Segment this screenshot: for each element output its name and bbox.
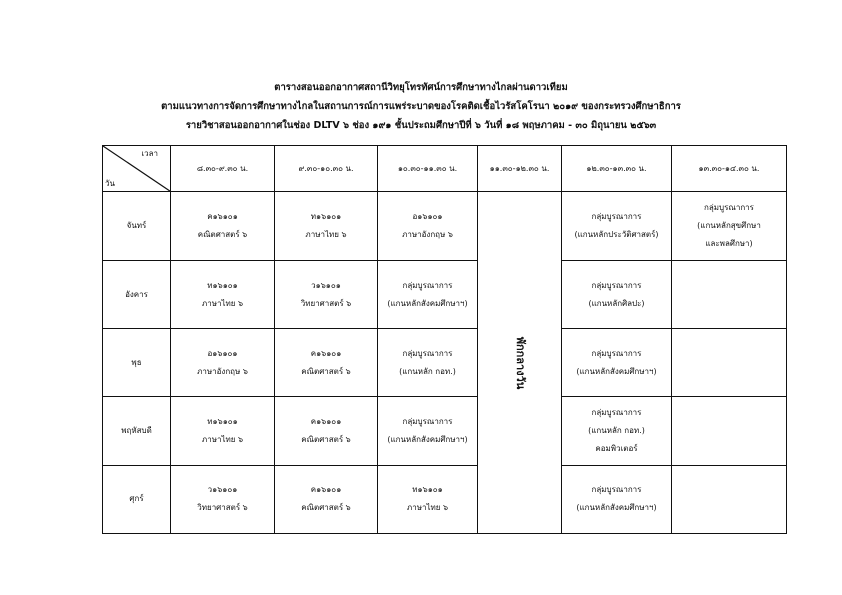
class-cell-line: (แกนหลักสุขศึกษา xyxy=(697,221,761,231)
day-cell: จันทร์ xyxy=(103,192,171,261)
class-cell xyxy=(275,396,378,465)
class-cell-line: และพลศึกษา) xyxy=(705,239,753,249)
day-row xyxy=(103,396,787,465)
class-cell-line: (แกนหลักสังคมศึกษาฯ) xyxy=(387,434,468,444)
class-cell-line: ภาษาไทย ๖ xyxy=(201,298,244,308)
class-cell xyxy=(378,465,478,533)
day-row xyxy=(103,192,787,261)
class-cell-line: ภาษาไทย ๖ xyxy=(201,434,244,444)
class-cell xyxy=(562,465,672,533)
class-cell-line: ว๑๖๑๐๑ xyxy=(311,280,341,290)
column-header: ๑๒.๓๐-๑๓.๓๐ น. xyxy=(562,146,672,192)
class-cell-line: อ๑๖๑๐๑ xyxy=(412,212,443,222)
class-cell-line: ท๑๖๑๐๑ xyxy=(412,485,443,495)
class-cell-line: คณิตศาสตร์ ๖ xyxy=(197,230,248,240)
column-header: ๑๓.๓๐-๑๔.๓๐ น. xyxy=(672,146,787,192)
class-cell xyxy=(562,329,672,396)
corner-time-label: เวลา xyxy=(141,149,158,158)
class-cell xyxy=(171,465,275,533)
day-cell: อังคาร xyxy=(103,261,171,329)
class-cell-line: กลุ่มบูรณาการ xyxy=(704,203,754,213)
class-cell-line: ท๑๖๑๐๑ xyxy=(310,212,342,222)
heading-line-3: รายวิชาสอนออกอากาศในช่อง DLTV ๖ ช่อง ๑๙๑ ชั้นประถมศึกษาปีที่ ๖ วันที่ ๑๘ พฤษภาคม - ๓๐ มิถุนายน ๒๕๖๓ xyxy=(185,120,657,131)
class-cell xyxy=(672,261,787,329)
class-cell xyxy=(672,465,787,533)
class-cell-line: คอมพิวเตอร์ xyxy=(595,443,638,453)
day-cell: พุธ xyxy=(103,329,171,396)
class-cell-line: กลุ่มบูรณาการ xyxy=(591,212,642,222)
class-cell xyxy=(672,192,787,261)
class-cell-line: ภาษาอังกฤษ ๖ xyxy=(197,366,248,376)
day-row xyxy=(103,465,787,533)
column-header: ๘.๓๐-๙.๓๐ น. xyxy=(171,146,275,192)
class-cell xyxy=(672,396,787,465)
header-row xyxy=(103,146,787,192)
day-cell: พฤหัสบดี xyxy=(103,396,171,465)
class-cell xyxy=(171,329,275,396)
class-cell xyxy=(378,192,478,261)
class-cell xyxy=(562,396,672,465)
class-cell xyxy=(378,329,478,396)
class-cell-line: กลุ่มบูรณาการ xyxy=(402,416,453,426)
class-cell-line: กลุ่มบูรณาการ xyxy=(591,407,642,417)
class-cell xyxy=(275,329,378,396)
class-cell-line: (แกนหลักสังคมศึกษาฯ) xyxy=(576,366,657,376)
schedule-table xyxy=(102,145,787,534)
class-cell xyxy=(562,192,672,261)
class-cell xyxy=(275,465,378,533)
day-row xyxy=(103,329,787,396)
class-cell-line: คณิตศาสตร์ ๖ xyxy=(301,503,351,513)
class-cell-line: กลุ่มบูรณาการ xyxy=(591,348,642,358)
corner-cell xyxy=(103,146,171,192)
class-cell-line: ค๑๖๑๐๑ xyxy=(310,485,342,495)
column-header: ๑๑.๓๐-๑๒.๓๐ น. xyxy=(478,146,562,192)
class-cell-line: (แกนหลักศิลปะ) xyxy=(588,298,645,308)
lunch-break-label: พักกลางวัน xyxy=(513,336,527,389)
class-cell xyxy=(275,261,378,329)
class-cell xyxy=(171,192,275,261)
document-heading xyxy=(0,78,842,135)
class-cell-line: ท๑๖๑๐๑ xyxy=(207,280,238,290)
class-cell-line: (แกนหลักสังคมศึกษาฯ) xyxy=(387,298,468,308)
class-cell-line: วิทยาศาสตร์ ๖ xyxy=(300,298,352,308)
class-cell-line: คณิตศาสตร์ ๖ xyxy=(301,434,351,444)
heading-line-1: ตารางสอนออกอากาศสถานีวิทยุโทรทัศน์การศึกษาทางไกลผ่านดาวเทียม xyxy=(274,82,568,93)
class-cell xyxy=(672,329,787,396)
class-cell xyxy=(378,396,478,465)
class-cell-line: ค๑๖๑๐๑ xyxy=(207,212,238,222)
class-cell-line: ท๑๖๑๐๑ xyxy=(207,416,238,426)
class-cell-line: (แกนหลัก กอท.) xyxy=(588,425,645,435)
class-cell xyxy=(378,261,478,329)
schedule-body xyxy=(103,146,787,534)
class-cell-line: อ๑๖๑๐๑ xyxy=(207,348,238,358)
day-cell: ศุกร์ xyxy=(103,465,171,533)
class-cell xyxy=(562,261,672,329)
class-cell-line: ภาษาไทย ๖ xyxy=(305,230,347,240)
class-cell-line: ภาษาไทย ๖ xyxy=(406,503,449,513)
lunch-break-cell xyxy=(478,192,562,534)
column-header: ๑๐.๓๐-๑๑.๓๐ น. xyxy=(378,146,478,192)
class-cell-line: กลุ่มบูรณาการ xyxy=(402,280,453,290)
class-cell xyxy=(171,396,275,465)
class-cell xyxy=(171,261,275,329)
class-cell xyxy=(275,192,378,261)
class-cell-line: ว๑๖๑๐๑ xyxy=(207,485,238,495)
class-cell-line: วิทยาศาสตร์ ๖ xyxy=(197,503,248,513)
class-cell-line: (แกนหลัก กอท.) xyxy=(399,366,456,376)
class-cell-line: ค๑๖๑๐๑ xyxy=(310,416,342,426)
class-cell-line: กลุ่มบูรณาการ xyxy=(591,280,642,290)
class-cell-line: คณิตศาสตร์ ๖ xyxy=(301,366,351,376)
column-header: ๙.๓๐-๑๐.๓๐ น. xyxy=(275,146,378,192)
class-cell-line: ค๑๖๑๐๑ xyxy=(310,348,342,358)
class-cell-line: ภาษาอังกฤษ ๖ xyxy=(402,230,453,240)
class-cell-line: (แกนหลักสังคมศึกษาฯ) xyxy=(576,503,657,513)
class-cell-line: กลุ่มบูรณาการ xyxy=(591,485,642,495)
class-cell-line: (แกนหลักประวัติศาสตร์) xyxy=(574,230,659,240)
class-cell-line: กลุ่มบูรณาการ xyxy=(402,348,453,358)
heading-line-2: ตามแนวทางการจัดการศึกษาทางไกลในสถานการณ์การแพร่ระบาดของโรคติดเชื้อไวรัสโคโรนา ๒๐๑๙ ของกระทรวงศึกษาธิการ xyxy=(161,101,681,112)
corner-day-label: วัน xyxy=(105,179,115,189)
day-row xyxy=(103,261,787,329)
